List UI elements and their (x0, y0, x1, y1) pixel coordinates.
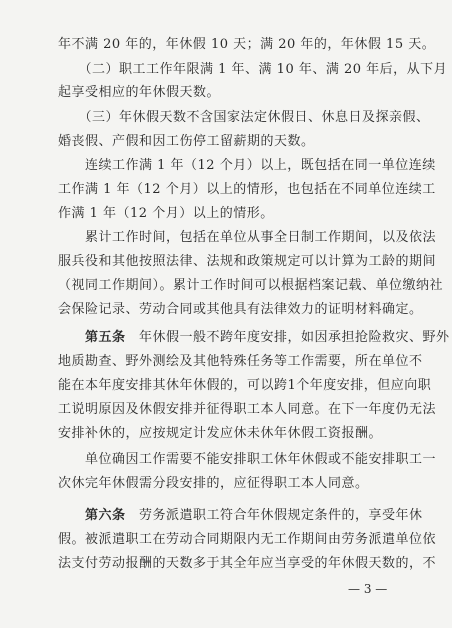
text-line: （视同工作期间）。累计工作时间可以根据档案记载、单位缴纳社 (58, 278, 444, 293)
text-line: 婚丧假、产假和因工伤停工留薪期的天数。 (58, 134, 315, 149)
text-line: 能在本年度安排其休年休假的，可以跨1个年度安排，但应向职 (58, 378, 432, 393)
text-line: 次休完年休假需分段安排的，应征得职工本人同意。 (58, 476, 369, 491)
text-line: 起享受相应的年休假天数。 (58, 85, 221, 100)
article-5-line: 第五条 年休假一般不跨年度安排，如因承担抢险救灾、野外 (85, 330, 450, 345)
text-line: 作满 1 年（12 个月）以上的情形。 (58, 206, 274, 221)
article-6-line: 第六条 劳务派遣职工符合年休假规定条件的，享受年休 (85, 508, 423, 523)
page-number: — 3 — (348, 582, 388, 596)
text-line: 年不满 20 年的，年休假 10 天；满 20 年的，年休假 15 天。 (58, 37, 436, 52)
text-line: 法支付劳动报酬的天数多于其全年应当享受的年休假天数的，不 (58, 556, 437, 571)
text-line: 连续工作满 1 年（12 个月）以上，既包括在同一单位连续 (58, 158, 436, 173)
text-line: （三）年休假天数不含国家法定休假日、休息日及探亲假、 (58, 110, 430, 125)
text-line: （二）职工工作年限满 1 年、满 10 年、满 20 年后，从下月 (58, 62, 448, 77)
text-line: 假。被派遣职工在劳动合同期限内无工作期间由劳务派遣单位依 (58, 532, 437, 547)
text-line: 工作满 1 年（12 个月）以上的情形，也包括在不同单位连续工 (58, 182, 436, 197)
text-line: 工说明原因及休假安排并征得职工本人同意。在下一年度仍无法 (58, 402, 437, 417)
text-line: 地质勘查、野外测绘及其他特殊任务等工作需要，所在单位不 (58, 354, 423, 369)
text-line: 单位确因工作需要不能安排职工休年休假或不能安排职工一 (58, 452, 437, 467)
text-line: 服兵役和其他按照法律、法规和政策规定可以计算为工龄的期间 (58, 254, 437, 269)
text-line: 安排补休的，应按规定计发应休未休年休假工资报酬。 (58, 426, 383, 441)
text-line: 累计工作时间，包括在单位从事全日制工作期间，以及依法 (58, 230, 437, 245)
text-line: 会保险记录、劳动合同或其他具有法律效力的证明材料确定。 (58, 302, 423, 317)
article-heading: 第五条 (85, 330, 126, 345)
article-heading: 第六条 (85, 508, 126, 523)
